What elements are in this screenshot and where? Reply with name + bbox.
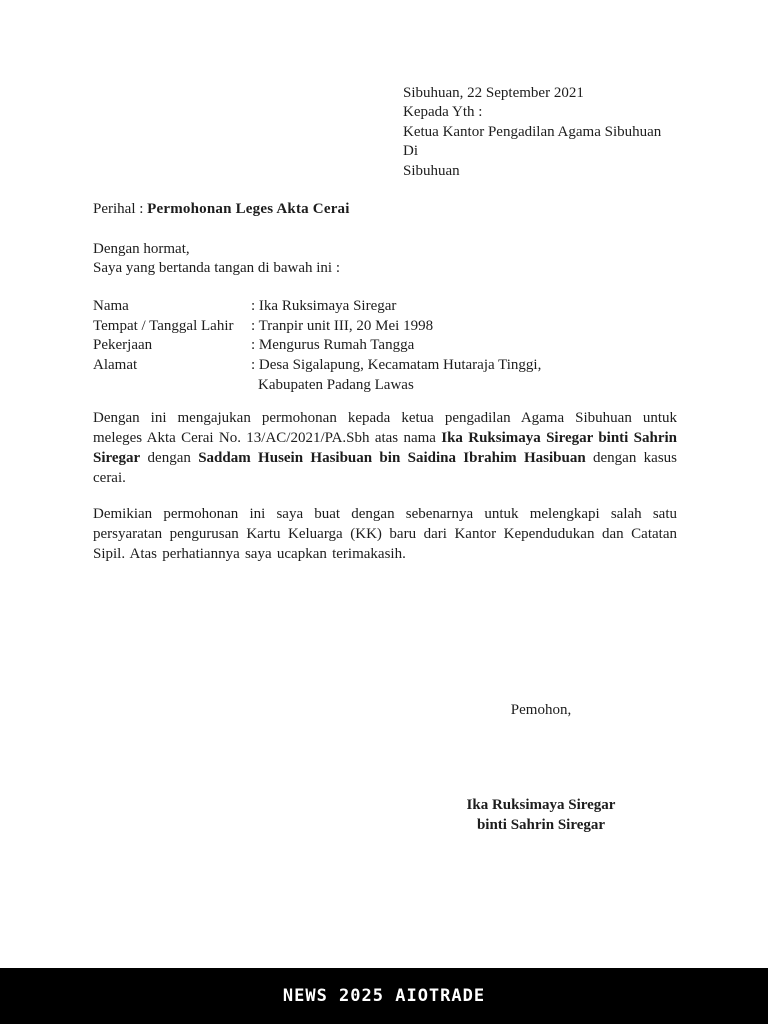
identity-row-pekerjaan bbox=[93, 336, 541, 356]
identity-row-alamat bbox=[93, 356, 541, 376]
identity-label: Nama bbox=[93, 298, 129, 314]
salutation-line2: Saya yang bertanda tangan di bawah ini : bbox=[93, 260, 341, 277]
identity-label: Tempat / Tanggal Lahir bbox=[93, 317, 234, 334]
identity-value-continuation: Kabupaten Padang Lawas bbox=[258, 376, 414, 393]
request-seg5: dengan kasus cerai. bbox=[93, 450, 677, 486]
identity-label: Pekerjaan bbox=[93, 337, 153, 354]
identity-value: : Ika Ruksimaya Siregar bbox=[251, 298, 397, 314]
request-name-applicant: Ika Ruksimaya Siregar binti Sahrin Siregar bbox=[93, 430, 677, 466]
date-line: Sibuhuan, 22 September 2021 bbox=[403, 85, 584, 101]
identity-table bbox=[93, 297, 541, 396]
recipient-line-kepada: Kepada Yth : bbox=[403, 104, 483, 121]
signatory-name-line1: Ika Ruksimaya Siregar bbox=[466, 797, 616, 813]
identity-label: Alamat bbox=[93, 357, 138, 374]
identity-row-nama bbox=[93, 297, 541, 317]
request-name-spouse: Saddam Husein Hasibuan bin Saidina Ibrahim Hasibuan bbox=[198, 450, 586, 466]
request-seg3: dengan bbox=[140, 450, 199, 466]
request-seg1: Dengan ini mengajukan permohonan kepada ketua pengadilan Agama Sibuhuan untuk meleges Akta Cerai No. 13/AC/2021/PA.Sbh atas nama bbox=[93, 410, 677, 446]
request-paragraph bbox=[93, 408, 677, 488]
recipient-line-di: Di bbox=[403, 143, 418, 160]
footer-banner bbox=[0, 968, 768, 1024]
signatory-role: Pemohon, bbox=[510, 702, 572, 718]
recipient-block bbox=[403, 84, 661, 181]
recipient-line-ketua: Ketua Kantor Pengadilan Agama Sibuhuan bbox=[403, 123, 662, 140]
salutation bbox=[93, 240, 340, 279]
salutation-line1: Dengan hormat, bbox=[93, 241, 190, 257]
identity-value: : Desa Sigalapung, Kecamatam Hutaraja Tinggi, bbox=[251, 357, 542, 374]
subject-label: Perihal : bbox=[93, 201, 148, 217]
closing-paragraph: Demikian permohonan ini saya buat dengan sebenarnya untuk melengkapi salah satu persyaratan pengurusan Kartu Keluarga (KK) baru dari Kantor Kependudukan dan Catatan Sipil. Atas perhatiannya saya ucapkan terimakasih. bbox=[93, 506, 677, 562]
footer-banner-text: NEWS 2025 AIOTRADE bbox=[282, 986, 486, 1006]
subject-value: Permohonan Leges Akta Cerai bbox=[147, 201, 350, 217]
signatory-name bbox=[421, 796, 661, 835]
subject-line bbox=[93, 200, 350, 219]
identity-row-ttl bbox=[93, 317, 541, 337]
recipient-line-city: Sibuhuan bbox=[403, 162, 460, 179]
identity-value: : Tranpir unit III, 20 Mei 1998 bbox=[251, 317, 434, 334]
signatory-name-line2: binti Sahrin Siregar bbox=[476, 816, 606, 833]
identity-value: : Mengurus Rumah Tangga bbox=[251, 337, 415, 354]
